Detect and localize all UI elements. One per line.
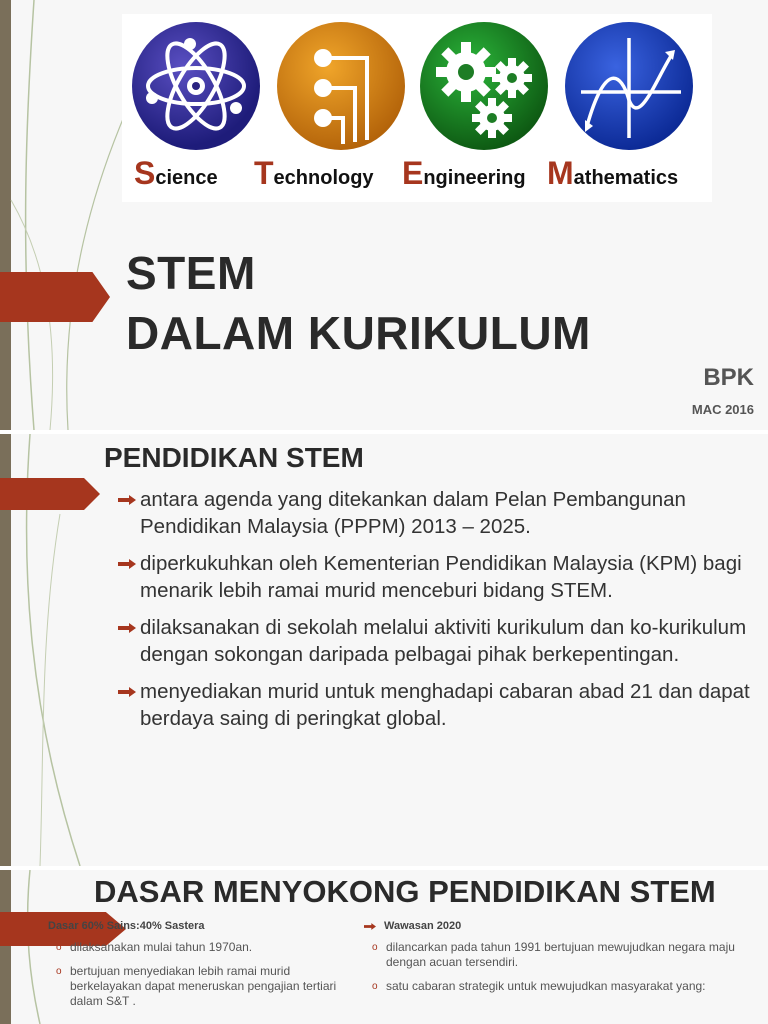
accent-arrow: [0, 272, 110, 322]
arrow-bullet-icon: [118, 623, 136, 633]
list-item: diperkukuhkan oleh Kementerian Pendidikan Malaysia (KPM) bagi menarik lebih ramai murid menceburi bidang STEM.: [118, 550, 758, 604]
circle-bullet-icon: o: [372, 942, 378, 953]
title-slide: [0, 0, 768, 430]
arrow-bullet-icon: [118, 559, 136, 569]
bullet-list: [118, 486, 758, 742]
column-heading: Wawasan 2020: [364, 920, 764, 932]
column-heading: Dasar 60% Sains:40% Sastera: [48, 920, 205, 932]
list-item: dilaksanakan di sekolah melalui aktiviti kurikulum dan ko-kurikulum dengan sokongan daripada pelbagai pihak berkepentingan.: [118, 614, 758, 668]
section-title: DASAR MENYOKONG PENDIDIKAN STEM: [94, 874, 716, 909]
arrow-bullet-icon: [118, 495, 136, 505]
circuit-icon: [277, 22, 405, 150]
dasar-slide: [0, 870, 768, 1024]
list-item: o bertujuan menyediakan lebih ramai murid berkelayakan dapat meneruskan pengajian tertiari dalam S&T .: [56, 964, 337, 1008]
section-title: PENDIDIKAN STEM: [104, 442, 364, 473]
slide-title-line2: DALAM KURIKULUM: [126, 307, 591, 359]
left-column: [48, 920, 358, 1018]
right-column: [364, 920, 764, 1003]
date: MAC 2016: [691, 402, 754, 417]
graph-icon: [565, 22, 693, 150]
pendidikan-stem-slide: [0, 434, 768, 866]
list-item: o dilancarkan pada tahun 1991 bertujuan mewujudkan negara maju dengan acuan tersendiri.: [372, 940, 735, 969]
circle-bullet-icon: o: [56, 942, 62, 953]
atom-icon: [132, 22, 260, 150]
sub-list: [48, 940, 358, 1009]
author: BPK: [703, 364, 754, 391]
circle-bullet-icon: o: [56, 966, 62, 977]
word-science: Science: [134, 155, 218, 191]
technology-circle: [277, 22, 405, 150]
word-mathematics: Mathematics: [547, 155, 679, 191]
word-engineering: Engineering: [402, 155, 526, 191]
slide-title-line1: STEM: [126, 247, 256, 299]
engineering-circle: [420, 22, 548, 150]
list-item: o dilaksanakan mulai tahun 1970an.: [56, 940, 253, 954]
list-item: o satu cabaran strategik untuk mewujudkan masyarakat yang:: [372, 979, 706, 993]
accent-arrow: [0, 478, 100, 510]
vine-decoration: [0, 0, 140, 430]
sub-list: [364, 940, 764, 994]
list-item: antara agenda yang ditekankan dalam Pelan Pembangunan Pendidikan Malaysia (PPPM) 2013 – 2025.: [118, 486, 758, 540]
mathematics-circle: [565, 22, 693, 150]
word-technology: Technology: [254, 155, 374, 191]
circle-bullet-icon: o: [372, 981, 378, 992]
gears-icon: [420, 22, 548, 150]
arrow-bullet-icon: [118, 687, 136, 697]
science-circle: [132, 22, 260, 150]
stem-words: [122, 155, 712, 198]
stem-banner: [122, 14, 712, 202]
arrow-bullet-icon: [364, 923, 376, 930]
list-item: menyediakan murid untuk menghadapi cabaran abad 21 dan dapat berdaya saing di peringkat global.: [118, 678, 758, 732]
